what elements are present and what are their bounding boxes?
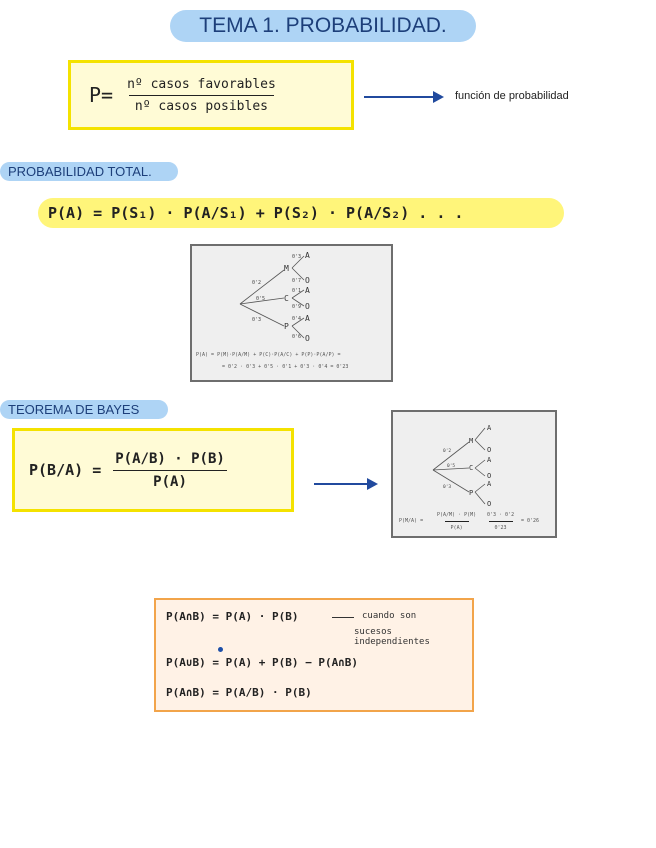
formulas-box (154, 598, 474, 712)
leaf-label: O (487, 472, 492, 480)
arrow-head-icon (367, 478, 378, 490)
bayes-numerator: P(A/B) · P(B) (115, 450, 225, 467)
root-branch-label: 0'5 (256, 296, 266, 302)
leaf-prob-label: 0'1 (292, 288, 302, 294)
bayes-lhs: P(B/A) = (29, 461, 102, 479)
blue-dot-icon (218, 647, 223, 652)
bayes-calc-fraction-2 (481, 512, 520, 531)
leaf-prob-label: 0'4 (292, 316, 302, 322)
leaf-label: A (305, 286, 310, 295)
formula-intersection-independent: P(A∩B) = P(A) · P(B) (166, 610, 299, 623)
tree-node-c: C (469, 464, 474, 472)
root-branch-label: 0'3 (252, 317, 262, 323)
root-branch-label: 0'2 (252, 280, 262, 286)
bayes-denominator: P(A) (113, 470, 227, 490)
leaf-label: O (305, 334, 310, 343)
root-branch-label: 0'3 (443, 485, 452, 490)
bayes-calc-fraction-1 (431, 512, 482, 531)
leaf-label: A (487, 424, 492, 432)
bayes-fraction (109, 451, 231, 490)
bayes-calc-den2: 0'23 (489, 521, 513, 531)
tree-diagram-bayes (391, 410, 557, 538)
bayes-calc-lhs: P(M/A) = (399, 518, 424, 524)
bayes-formula-box (12, 428, 294, 512)
arrow-right-icon (314, 483, 368, 485)
leaf-label: A (305, 314, 310, 323)
leaf-label: A (305, 251, 310, 260)
formula-union: P(A∪B) = P(A) + P(B) − P(A∩B) (166, 656, 359, 669)
fraction-numerator: nº casos favorables (127, 76, 276, 92)
bayes-calc-den1: P(A) (445, 521, 469, 531)
tree-node-m: M (284, 264, 289, 273)
probability-tree (192, 246, 391, 380)
bayes-calc-num1: P(A/M) · P(M) (437, 512, 477, 518)
root-branch-label: 0'2 (443, 449, 452, 454)
arrow-head-icon (433, 91, 444, 103)
probability-fraction (121, 77, 282, 114)
leaf-prob-label: 0'6 (292, 334, 302, 340)
arrow-label: función de probabilidad (455, 90, 569, 102)
formula-note-b: sucesos independientes (354, 627, 430, 647)
leaf-label: O (305, 276, 310, 285)
arrow-right-icon (332, 617, 354, 618)
tree-node-p: P (469, 489, 474, 497)
page-title: TEMA 1. PROBABILIDAD. (170, 10, 476, 42)
tree-node-m: M (469, 437, 474, 445)
tree-diagram-total-probability (190, 244, 393, 382)
leaf-prob-label: 0'7 (292, 278, 302, 284)
bayes-calc-result: = 0'26 (521, 518, 540, 524)
tree-node-p: P (284, 322, 289, 331)
tree-calc-line-2: = 0'2 · 0'3 + 0'5 · 0'1 + 0'3 · 0'4 = 0'23 (222, 364, 349, 370)
leaf-label: O (487, 500, 492, 508)
probability-definition-box (68, 60, 354, 130)
formula-conditional-intersection: P(A∩B) = P(A/B) · P(B) (166, 686, 312, 699)
leaf-label: A (487, 456, 492, 464)
total-probability-formula (38, 198, 564, 228)
leaf-prob-label: 0'9 (292, 304, 302, 310)
arrow-right-icon (364, 96, 434, 98)
section-heading-bayes: TEOREMA DE BAYES (0, 400, 168, 419)
leaf-label: O (305, 302, 310, 311)
tree-calc-line-1: P(A) = P(M)·P(A/M) + P(C)·P(A/C) + P(P)·P(A/P) = (196, 352, 341, 358)
formula-note-a: cuando son (362, 611, 417, 621)
leaf-prob-label: 0'3 (292, 254, 302, 260)
bayes-calc-num2: 0'3 · 0'2 (487, 512, 515, 518)
root-branch-label: 0'5 (447, 464, 456, 469)
leaf-label: A (487, 480, 492, 488)
tree-node-c: C (284, 294, 289, 303)
fraction-denominator: nº casos posibles (129, 95, 274, 114)
leaf-label: O (487, 446, 492, 454)
section-heading-total-probability: PROBABILIDAD TOTAL. (0, 162, 178, 181)
probability-lhs: P= (89, 83, 114, 107)
total-probability-formula-text: P(A) = P(S₁) · P(A/S₁) + P(S₂) · P(A/S₂) . . . (48, 204, 464, 222)
